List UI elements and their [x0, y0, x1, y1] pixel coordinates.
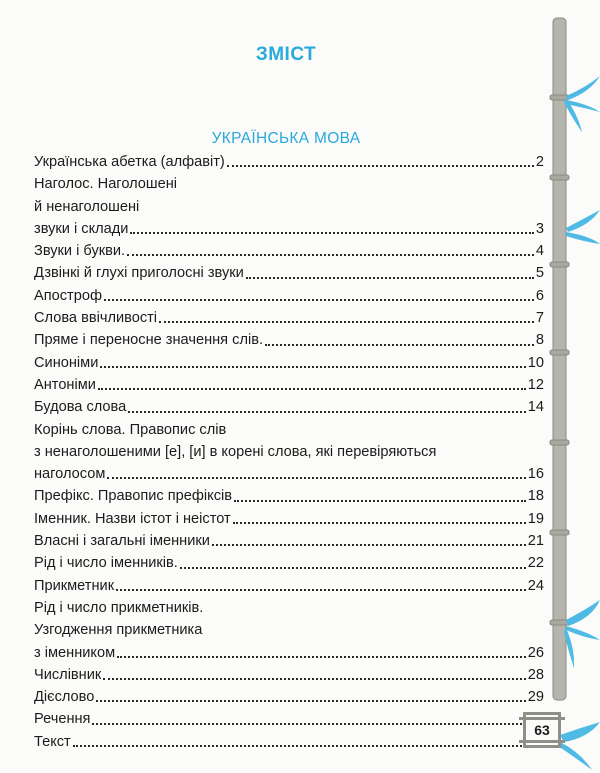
toc-entry-text: Дзвінкі й глухі приголосні звуки — [34, 265, 244, 282]
toc-entry-text: звуки і склади — [34, 220, 129, 237]
dot-leader — [227, 165, 534, 167]
toc-entry-text: Префікс. Правопис префіксів — [34, 488, 232, 505]
dot-leader — [159, 321, 534, 323]
toc-entry-text: Дієслово — [34, 689, 95, 706]
toc-entry — [34, 508, 544, 530]
toc-entry-text: Антоніми — [34, 376, 96, 393]
dot-leader — [104, 299, 534, 301]
toc-page-number: 12 — [527, 376, 544, 393]
toc-entry — [34, 664, 544, 686]
dot-leader — [128, 411, 526, 413]
toc-entry-text: Синоніми — [34, 354, 99, 371]
toc-entry-text: Рід і число прикметників. — [34, 599, 204, 616]
toc-entry-text: Будова слова — [34, 399, 127, 416]
toc-page-number: 24 — [527, 577, 544, 594]
toc-entry-text: Числівник — [34, 666, 102, 683]
toc-entry — [34, 374, 544, 396]
dot-leader — [96, 700, 525, 702]
toc-page-number: 14 — [527, 399, 544, 416]
dot-leader — [107, 477, 525, 479]
toc-entry — [34, 285, 544, 307]
toc-entry-text: Власні і загальні іменники — [34, 533, 210, 550]
toc-entry-text: Слова ввічливості — [34, 310, 158, 327]
toc-page-number: 22 — [527, 555, 544, 572]
toc-page-number: 6 — [535, 287, 544, 304]
toc-entry — [34, 329, 544, 351]
toc-entry-text: Корінь слова. Правопис слів — [34, 421, 227, 438]
toc-page-number: 8 — [535, 332, 544, 349]
toc-page-number: 4 — [535, 243, 544, 260]
toc-entry — [34, 419, 544, 486]
toc-page-number: 16 — [527, 466, 544, 483]
dot-leader — [265, 344, 534, 346]
toc-entry-text: наголосом — [34, 466, 106, 483]
toc-entry-text: Наголос. Наголошені — [34, 176, 178, 193]
toc-entry — [34, 173, 544, 240]
page-number: 63 — [523, 712, 561, 748]
toc-page-number: 28 — [527, 666, 544, 683]
toc-page-number: 10 — [527, 354, 544, 371]
dot-leader — [98, 388, 526, 390]
dot-leader — [100, 366, 525, 368]
toc-entry — [34, 552, 544, 574]
dot-leader — [92, 723, 525, 725]
bamboo-decoration — [527, 0, 600, 773]
dot-leader — [103, 678, 525, 680]
toc-entry-text: Текст — [34, 733, 71, 750]
toc-page-number: 26 — [527, 644, 544, 661]
toc-page-number: 21 — [527, 533, 544, 550]
toc-entry — [34, 485, 544, 507]
toc-entry-text: Звуки і букви. — [34, 243, 126, 260]
toc-entry — [34, 352, 544, 374]
dot-leader — [127, 254, 534, 256]
toc-entry — [34, 731, 544, 753]
dot-leader — [73, 745, 526, 747]
dot-leader — [180, 567, 526, 569]
toc-entry — [34, 708, 544, 730]
toc-entry-text: Прикметник — [34, 577, 115, 594]
toc-page-number: 18 — [527, 488, 544, 505]
toc-entry — [34, 530, 544, 552]
toc-entry — [34, 575, 544, 597]
toc-entry — [34, 262, 544, 284]
table-of-contents — [34, 151, 544, 753]
toc-entry — [34, 597, 544, 664]
toc-entry-text: Апостроф — [34, 287, 102, 304]
section-heading: УКРАЇНСЬКА МОВА — [211, 130, 361, 147]
toc-entry-text: Іменник. Назви істот і неістот — [34, 510, 231, 527]
page-title: ЗМІСТ — [255, 44, 317, 65]
toc-entry — [34, 240, 544, 262]
toc-entry-text: з іменником — [34, 644, 116, 661]
toc-page-number: 3 — [535, 220, 544, 237]
toc-entry-text: Українська абетка (алфавіт) — [34, 154, 225, 170]
toc-entry — [34, 151, 544, 173]
dot-leader — [116, 589, 526, 591]
dot-leader — [233, 522, 526, 524]
dot-leader — [234, 500, 526, 502]
toc-page-number: 19 — [527, 510, 544, 527]
toc-entry-text: Речення — [34, 711, 91, 728]
toc-entry — [34, 686, 544, 708]
toc-entry-text: Рід і число іменників. — [34, 555, 178, 572]
toc-entry-text: з ненаголошеними [е], [и] в корені слова, які перевіряються — [34, 443, 437, 460]
toc-entry — [34, 396, 544, 418]
dot-leader — [246, 277, 534, 279]
dot-leader — [117, 656, 526, 658]
toc-entry — [34, 307, 544, 329]
dot-leader — [212, 544, 526, 546]
toc-page-number: 5 — [535, 265, 544, 282]
toc-entry-text: й ненаголошені — [34, 198, 140, 215]
dot-leader — [130, 232, 533, 234]
toc-page-number: 29 — [527, 689, 544, 706]
toc-page-number: 2 — [535, 154, 544, 170]
toc-entry-text: Пряме і переносне значення слів. — [34, 332, 264, 349]
toc-entry-text: Узгодження прикметника — [34, 622, 203, 639]
toc-page-number: 7 — [535, 310, 544, 327]
